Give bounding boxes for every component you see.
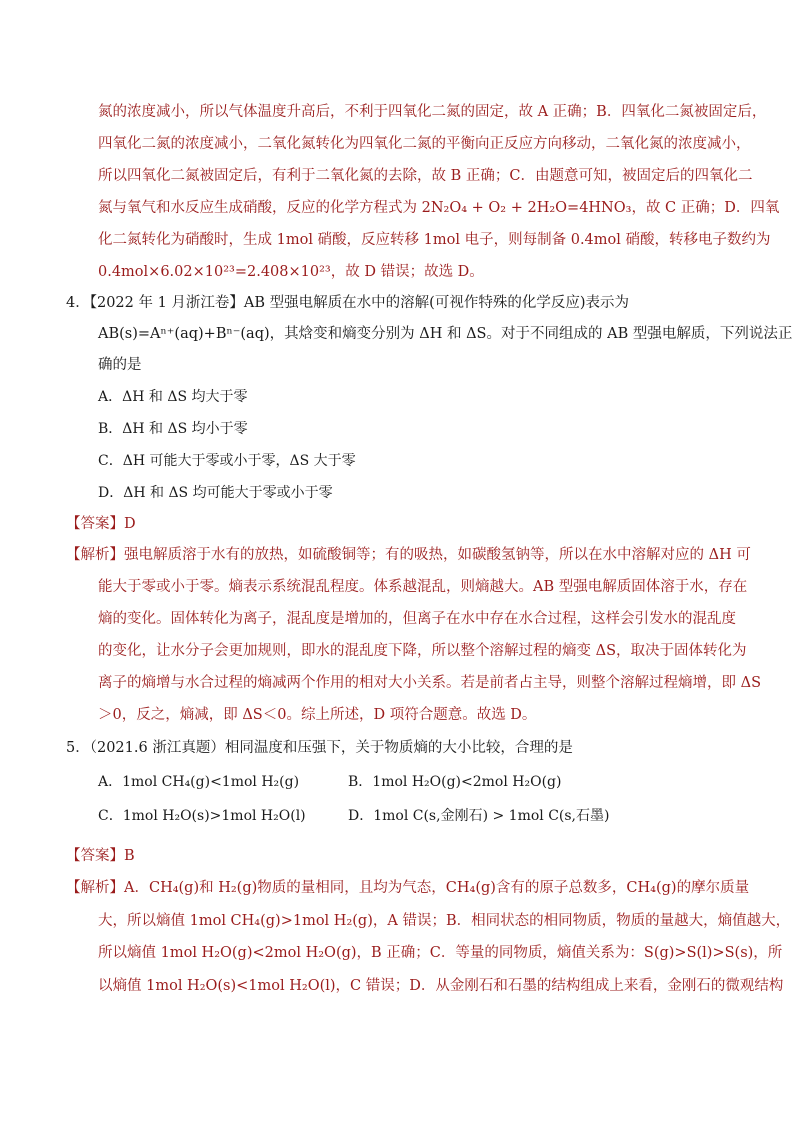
question-4-analysis [66,545,751,565]
question-4-stem: 4．【2022 年 1 月浙江卷】AB 型强电解质在水中的溶解(可视作特殊的化学反应)表示为 [66,295,629,311]
question-5-option-d: D．1mol C(s,金刚石) > 1mol C(s,石墨) [348,808,610,824]
question-5-option-a: A．1mol CH₄(g)<1mol H₂(g) [98,774,300,790]
question-5-answer [66,846,135,866]
answer-label: 【答案】 [66,516,124,532]
question-4-option-b: B．ΔH 和 ΔS 均小于零 [98,421,248,437]
analysis-line: 以熵值 1mol H₂O(s)<1mol H₂O(l)，C 错误；D．从金刚石和石墨的结构组成上来看，金刚石的微观结构 [98,978,784,994]
analysis-label: 【解析】 [66,880,124,896]
question-4-option-d: D．ΔH 和 ΔS 均可能大于零或小于零 [98,485,333,501]
analysis-line: 所以四氧化二氮被固定后，有利于二氧化氮的去除，故 B 正确；C．由题意可知，被固定后的四氧化二 [98,168,753,184]
analysis-line: 强电解质溶于水有的放热，如硫酸铜等；有的吸热，如碳酸氢钠等，所以在水中溶解对应的 ΔH 可 [124,547,751,563]
analysis-line: 氮的浓度减小，所以气体温度升高后，不利于四氧化二氮的固定，故 A 正确；B．四氧化二氮被固定后， [98,104,767,120]
analysis-line: 离子的熵增与水合过程的熵减两个作用的相对大小关系。若是前者占主导，则整个溶解过程熵增，即 ΔS [98,675,762,691]
analysis-line: A．CH₄(g)和 H₂(g)物质的量相同，且均为气态，CH₄(g)含有的原子总数多，CH₄(g)的摩尔质量 [124,880,750,896]
question-4-answer [66,514,136,534]
analysis-line: 所以熵值 1mol H₂O(g)<2mol H₂O(g)，B 正确；C．等量的同物质，熵值关系为：S(g)>S(l)>S(s)，所 [98,945,783,961]
analysis-line: 熵的变化。固体转化为离子，混乱度是增加的，但离子在水中存在水合过程，这样会引发水的混乱度 [98,611,736,627]
analysis-line: 的变化，让水分子会更加规则，即水的混乱度下降，所以整个溶解过程的熵变 ΔS，取决于固体转化为 [98,643,747,659]
question-4-option-a: A．ΔH 和 ΔS 均大于零 [98,389,248,405]
question-5-analysis [66,878,749,898]
question-5-option-b: B．1mol H₂O(g)<2mol H₂O(g) [348,774,562,790]
analysis-line: 氮与氧气和水反应生成硝酸，反应的化学方程式为 2N₂O₄ + O₂ + 2H₂O=4HNO₃，故 C 正确；D．四氧 [98,200,780,216]
answer-value: D [124,516,136,532]
answer-label: 【答案】 [66,848,124,864]
analysis-line: 化二氮转化为硝酸时，生成 1mol 硝酸，反应转移 1mol 电子，则每制备 0.4mol 硝酸，转移电子数约为 [98,232,771,248]
analysis-line: 大，所以熵值 1mol CH₄(g)>1mol H₂(g)，A 错误；B．相同状态的相同物质，物质的量越大，熵值越大， [98,913,791,929]
analysis-line: 能大于零或小于零。熵表示系统混乱程度。体系越混乱，则熵越大。AB 型强电解质固体溶于水，存在 [98,579,748,595]
analysis-line: ＞0，反之，熵减，即 ΔS＜0。综上所述，D 项符合题意。故选 D。 [98,707,537,723]
analysis-line: 0.4mol×6.02×10²³=2.408×10²³，故 D 错误；故选 D。 [98,264,484,280]
analysis-line: 四氧化二氮的浓度减小，二氧化氮转化为四氧化二氮的平衡向正反应方向移动，二氧化氮的浓度减小， [98,136,751,152]
question-4-stem: AB(s)=Aⁿ⁺(aq)+Bⁿ⁻(aq)，其焓变和熵变分别为 ΔH 和 ΔS。对于不同组成的 AB 型强电解质，下列说法正 [98,326,793,342]
answer-value: B [124,848,135,864]
question-5-option-c: C．1mol H₂O(s)>1mol H₂O(l) [98,808,306,824]
question-5-stem: 5．（2021.6 浙江真题）相同温度和压强下，关于物质熵的大小比较，合理的是 [66,740,573,756]
question-4-stem: 确的是 [98,357,142,373]
analysis-label: 【解析】 [66,547,124,563]
question-4-option-c: C．ΔH 可能大于零或小于零，ΔS 大于零 [98,453,356,469]
